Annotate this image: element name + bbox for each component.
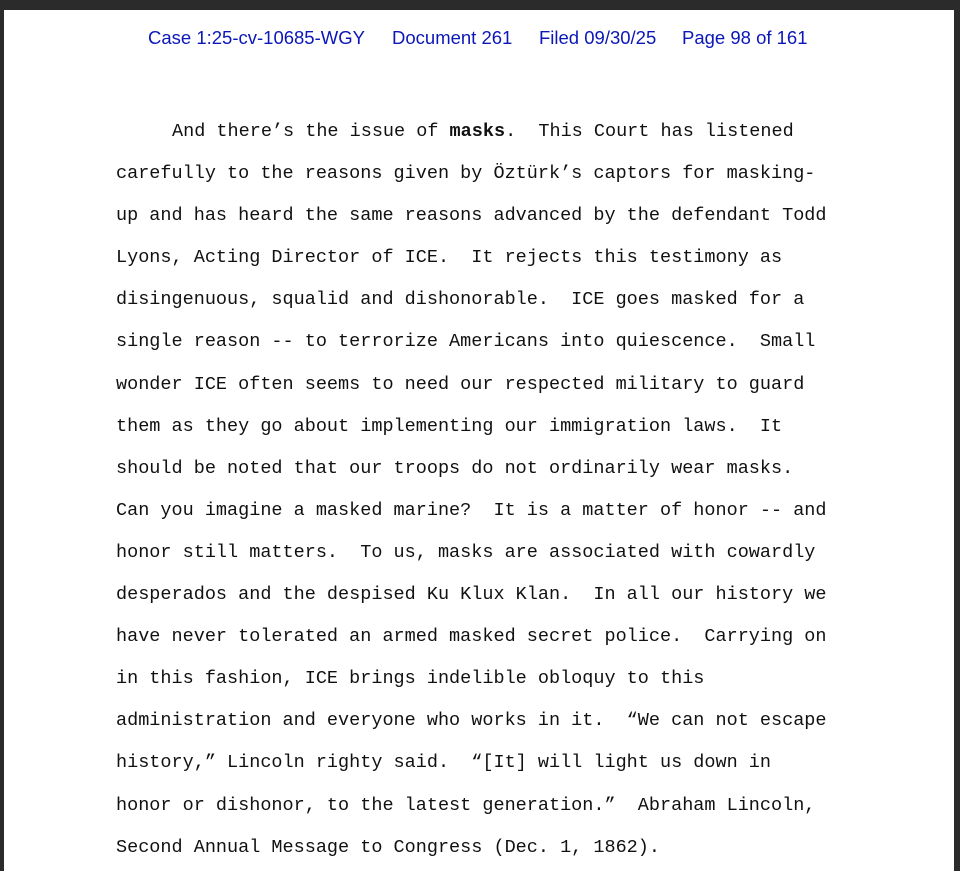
text-line: in this fashion, ICE brings indelible obloquy to this (116, 668, 705, 690)
text-line: Can you imagine a masked marine? It is a matter of honor -- and (116, 499, 827, 521)
text-line: Lyons, Acting Director of ICE. It rejects this testimony as (116, 247, 783, 269)
text-line: single reason -- to terrorize Americans into quiescence. Small (116, 331, 816, 353)
page-number: Page 98 of 161 (682, 27, 808, 48)
text-line (116, 118, 856, 160)
text-line: administration and everyone who works in it. “We can not escape (116, 710, 827, 732)
case-header (4, 27, 954, 51)
text-line: desperados and the despised Ku Klux Klan. In all our history we (116, 584, 827, 606)
filed-date: Filed 09/30/25 (539, 27, 657, 48)
text-line: honor still matters. To us, masks are associated with cowardly (116, 541, 816, 563)
text-line: have never tolerated an armed masked secret police. Carrying on (116, 626, 827, 648)
text-line: up and has heard the same reasons advanced by the defendant Todd (116, 205, 827, 227)
case-number: Case 1:25-cv-10685-WGY (148, 27, 365, 48)
text-segment: . This Court has listened (505, 121, 794, 142)
body-paragraph (116, 118, 856, 871)
text-line: disingenuous, squalid and dishonorable. ICE goes masked for a (116, 289, 805, 311)
text-line: carefully to the reasons given by Öztürk’s captors for masking- (116, 163, 816, 185)
text-segment: And there’s the issue of (172, 121, 450, 142)
text-line: should be noted that our troops do not ordinarily wear masks. (116, 457, 794, 479)
text-line: honor or dishonor, to the latest generation.” Abraham Lincoln, (116, 794, 816, 816)
text-line: Second Annual Message to Congress (Dec. 1, 1862). (116, 836, 660, 858)
text-line: them as they go about implementing our immigration laws. It (116, 415, 783, 437)
text-line: wonder ICE often seems to need our respected military to guard (116, 373, 805, 395)
emphasis-masks: masks (449, 121, 506, 142)
text-line: history,” Lincoln righty said. “[It] will light us down in (116, 752, 772, 774)
document-page (4, 10, 954, 871)
document-number: Document 261 (392, 27, 513, 48)
